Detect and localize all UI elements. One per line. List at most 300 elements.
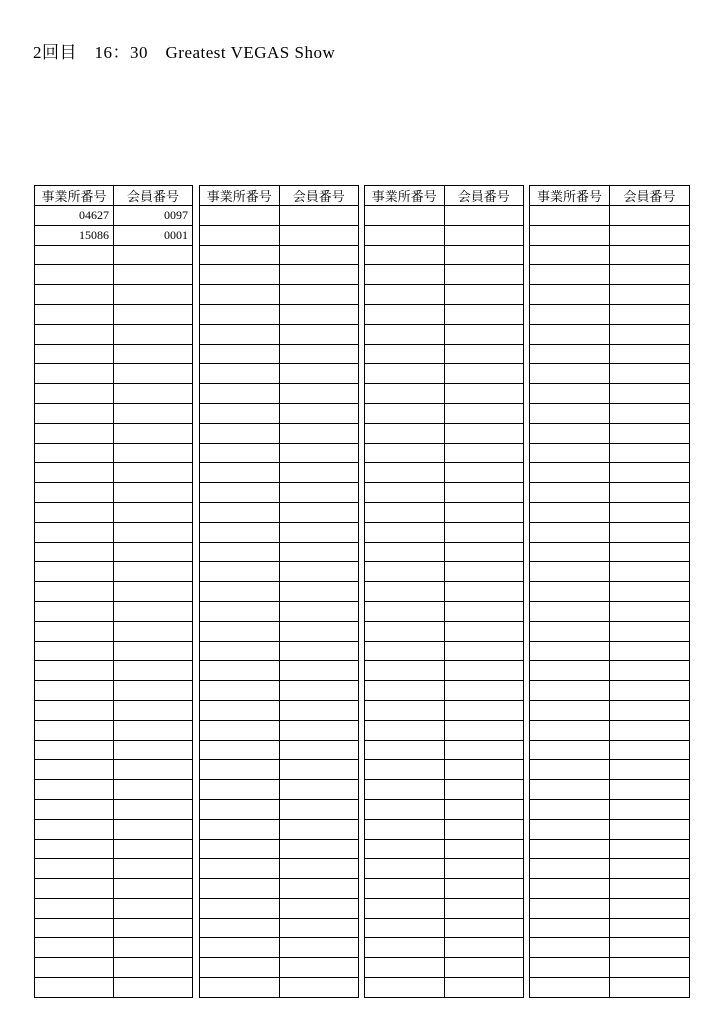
- member-number-cell: [444, 324, 524, 344]
- table-row: [365, 641, 524, 661]
- table-row: [35, 423, 193, 443]
- table-row: [35, 403, 193, 423]
- member-number-cell: [279, 780, 359, 800]
- office-number-cell: [365, 799, 445, 819]
- office-number-cell: 04627: [35, 206, 114, 226]
- member-number-cell: [444, 780, 524, 800]
- member-number-cell: [114, 384, 193, 404]
- table-row: [200, 562, 359, 582]
- table-row: [35, 364, 193, 384]
- table-row: [200, 978, 359, 998]
- member-number-cell: [610, 799, 690, 819]
- member-table-2: [199, 185, 359, 998]
- office-number-cell: [365, 443, 445, 463]
- office-number-cell: [200, 958, 280, 978]
- office-number-cell: [530, 839, 610, 859]
- member-number-cell: [114, 621, 193, 641]
- table-row: [35, 621, 193, 641]
- member-number-cell: [444, 463, 524, 483]
- member-number-cell: [610, 384, 690, 404]
- table-row: [530, 542, 690, 562]
- member-number-cell: [444, 819, 524, 839]
- member-number-cell: [444, 403, 524, 423]
- table-row: [530, 898, 690, 918]
- member-number-cell: [279, 898, 359, 918]
- member-number-cell: [444, 601, 524, 621]
- member-number-cell: [610, 463, 690, 483]
- table-row: [35, 206, 193, 226]
- table-row: [200, 898, 359, 918]
- office-number-cell: [35, 304, 114, 324]
- office-number-cell: [35, 958, 114, 978]
- member-number-cell: [610, 403, 690, 423]
- table-row: [35, 443, 193, 463]
- office-number-cell: [365, 641, 445, 661]
- member-number-cell: [444, 542, 524, 562]
- office-number-cell: [530, 601, 610, 621]
- table-row: [530, 938, 690, 958]
- office-number-cell: [200, 245, 280, 265]
- office-number-cell: [365, 700, 445, 720]
- table-row: [365, 364, 524, 384]
- office-number-cell: [530, 879, 610, 899]
- member-number-cell: [444, 799, 524, 819]
- table-row: [35, 958, 193, 978]
- office-number-cell: [530, 483, 610, 503]
- table-row: [365, 225, 524, 245]
- table-row: [530, 403, 690, 423]
- table-row: [200, 700, 359, 720]
- table-row: [200, 780, 359, 800]
- table-row: [530, 879, 690, 899]
- table-row: [365, 958, 524, 978]
- member-number-cell: [444, 661, 524, 681]
- table-row: [200, 740, 359, 760]
- table-row: [365, 384, 524, 404]
- office-number-cell: [530, 423, 610, 443]
- table-row: [365, 582, 524, 602]
- office-number-cell: [365, 463, 445, 483]
- member-number-cell: [114, 423, 193, 443]
- member-number-cell: [610, 918, 690, 938]
- table-row: [35, 681, 193, 701]
- office-number-cell: [365, 324, 445, 344]
- office-number-cell: [530, 780, 610, 800]
- member-number-cell: [279, 522, 359, 542]
- table-row: [35, 384, 193, 404]
- header-member-number: 会員番号: [114, 186, 193, 206]
- office-number-cell: [35, 839, 114, 859]
- header-office-number: 事業所番号: [200, 186, 280, 206]
- table-row: [200, 443, 359, 463]
- member-number-cell: [114, 463, 193, 483]
- table-row: [200, 483, 359, 503]
- member-number-cell: [114, 839, 193, 859]
- office-number-cell: [200, 819, 280, 839]
- member-number-cell: [114, 740, 193, 760]
- member-number-cell: [279, 760, 359, 780]
- office-number-cell: [530, 720, 610, 740]
- office-number-cell: [200, 364, 280, 384]
- member-number-cell: [610, 304, 690, 324]
- member-number-cell: [279, 483, 359, 503]
- member-number-cell: [114, 700, 193, 720]
- office-number-cell: [530, 562, 610, 582]
- office-number-cell: [200, 443, 280, 463]
- table-row: [365, 661, 524, 681]
- table-row: [530, 384, 690, 404]
- table-row: [530, 740, 690, 760]
- member-number-cell: [444, 562, 524, 582]
- member-number-cell: [279, 978, 359, 998]
- table-row: [530, 661, 690, 681]
- member-number-cell: [114, 918, 193, 938]
- office-number-cell: [530, 384, 610, 404]
- table-row: [365, 938, 524, 958]
- table-row: [365, 700, 524, 720]
- member-number-cell: [114, 720, 193, 740]
- office-number-cell: [35, 938, 114, 958]
- member-number-cell: [279, 265, 359, 285]
- office-number-cell: [200, 463, 280, 483]
- office-number-cell: [35, 403, 114, 423]
- table-row: [200, 344, 359, 364]
- table-row: [35, 780, 193, 800]
- office-number-cell: [530, 403, 610, 423]
- member-number-cell: [114, 324, 193, 344]
- office-number-cell: [35, 562, 114, 582]
- table-row: [530, 681, 690, 701]
- office-number-cell: [530, 304, 610, 324]
- member-number-cell: [610, 780, 690, 800]
- member-number-cell: [279, 601, 359, 621]
- office-number-cell: [530, 760, 610, 780]
- office-number-cell: [365, 285, 445, 305]
- table-row: [200, 245, 359, 265]
- member-number-cell: [114, 443, 193, 463]
- member-number-cell: [279, 720, 359, 740]
- office-number-cell: [530, 443, 610, 463]
- office-number-cell: [200, 423, 280, 443]
- office-number-cell: [35, 661, 114, 681]
- office-number-cell: [530, 918, 610, 938]
- member-number-cell: [279, 463, 359, 483]
- office-number-cell: [35, 483, 114, 503]
- member-number-cell: [610, 740, 690, 760]
- office-number-cell: [200, 799, 280, 819]
- office-number-cell: [365, 740, 445, 760]
- table-row: [530, 978, 690, 998]
- office-number-cell: [200, 324, 280, 344]
- table-row: [365, 760, 524, 780]
- office-number-cell: [200, 502, 280, 522]
- table-row: [35, 819, 193, 839]
- member-number-cell: [279, 304, 359, 324]
- office-number-cell: [35, 542, 114, 562]
- table-row: [530, 720, 690, 740]
- office-number-cell: [365, 364, 445, 384]
- table-row: [200, 522, 359, 542]
- table-row: [35, 463, 193, 483]
- table-row: [530, 700, 690, 720]
- office-number-cell: [200, 720, 280, 740]
- office-number-cell: [530, 978, 610, 998]
- office-number-cell: [530, 582, 610, 602]
- member-number-cell: [114, 938, 193, 958]
- table-row: [365, 681, 524, 701]
- member-number-cell: [279, 443, 359, 463]
- table-row: [365, 304, 524, 324]
- office-number-cell: [35, 799, 114, 819]
- table-row: [200, 760, 359, 780]
- member-number-cell: [279, 344, 359, 364]
- office-number-cell: [530, 859, 610, 879]
- member-number-cell: [114, 304, 193, 324]
- member-number-cell: [114, 978, 193, 998]
- table-row: [200, 661, 359, 681]
- member-number-cell: [610, 265, 690, 285]
- office-number-cell: [200, 700, 280, 720]
- table-row: [200, 938, 359, 958]
- office-number-cell: [200, 859, 280, 879]
- member-number-cell: [114, 245, 193, 265]
- office-number-cell: [530, 661, 610, 681]
- member-number-cell: [610, 502, 690, 522]
- table-row: [530, 582, 690, 602]
- table-row: [365, 859, 524, 879]
- member-number-cell: [444, 443, 524, 463]
- table-row: [200, 958, 359, 978]
- office-number-cell: [365, 423, 445, 443]
- member-number-cell: [444, 582, 524, 602]
- office-number-cell: [200, 304, 280, 324]
- member-number-cell: [610, 423, 690, 443]
- table-row: [35, 978, 193, 998]
- office-number-cell: [200, 601, 280, 621]
- office-number-cell: [530, 265, 610, 285]
- table-row: [35, 582, 193, 602]
- table-row: [530, 760, 690, 780]
- table-row: [200, 364, 359, 384]
- office-number-cell: [200, 780, 280, 800]
- member-number-cell: [444, 938, 524, 958]
- table-row: [200, 423, 359, 443]
- office-number-cell: [35, 324, 114, 344]
- office-number-cell: [200, 740, 280, 760]
- table-row: [365, 819, 524, 839]
- office-number-cell: [35, 740, 114, 760]
- office-number-cell: [365, 819, 445, 839]
- table-row: [365, 522, 524, 542]
- office-number-cell: [530, 740, 610, 760]
- office-number-cell: [35, 502, 114, 522]
- member-number-cell: [114, 582, 193, 602]
- member-number-cell: [114, 542, 193, 562]
- member-number-cell: [610, 483, 690, 503]
- office-number-cell: [35, 621, 114, 641]
- table-row: [530, 641, 690, 661]
- office-number-cell: [365, 601, 445, 621]
- table-row: [365, 344, 524, 364]
- office-number-cell: [200, 839, 280, 859]
- office-number-cell: [365, 978, 445, 998]
- office-number-cell: [530, 799, 610, 819]
- office-number-cell: [200, 483, 280, 503]
- table-row: [530, 502, 690, 522]
- table-row: [530, 463, 690, 483]
- table-row: [530, 225, 690, 245]
- office-number-cell: [35, 819, 114, 839]
- table-row: [365, 720, 524, 740]
- member-number-cell: [610, 245, 690, 265]
- table-row: [200, 819, 359, 839]
- member-number-cell: [444, 265, 524, 285]
- table-row: [200, 285, 359, 305]
- table-row: [365, 978, 524, 998]
- member-number-cell: [610, 285, 690, 305]
- table-row: [200, 720, 359, 740]
- member-number-cell: [279, 364, 359, 384]
- table-row: [530, 799, 690, 819]
- office-number-cell: [365, 918, 445, 938]
- table-row: [365, 502, 524, 522]
- member-number-cell: [279, 681, 359, 701]
- member-number-cell: [114, 780, 193, 800]
- member-number-cell: [610, 225, 690, 245]
- office-number-cell: [35, 700, 114, 720]
- office-number-cell: [365, 681, 445, 701]
- member-number-cell: [610, 582, 690, 602]
- office-number-cell: [35, 245, 114, 265]
- table-row: [365, 918, 524, 938]
- office-number-cell: [365, 879, 445, 899]
- office-number-cell: [530, 700, 610, 720]
- office-number-cell: [35, 760, 114, 780]
- table-row: [530, 562, 690, 582]
- member-number-cell: [279, 502, 359, 522]
- office-number-cell: [35, 443, 114, 463]
- member-number-cell: [279, 582, 359, 602]
- member-number-cell: [279, 918, 359, 938]
- member-number-cell: [279, 403, 359, 423]
- member-number-cell: [444, 879, 524, 899]
- table-row: [530, 344, 690, 364]
- office-number-cell: [530, 681, 610, 701]
- office-number-cell: [530, 819, 610, 839]
- member-number-cell: [610, 344, 690, 364]
- table-row: [530, 206, 690, 226]
- table-row: [35, 324, 193, 344]
- table-row: [200, 384, 359, 404]
- office-number-cell: [530, 502, 610, 522]
- member-number-cell: [610, 938, 690, 958]
- member-number-cell: [279, 879, 359, 899]
- member-number-cell: [444, 522, 524, 542]
- table-row: [35, 859, 193, 879]
- office-number-cell: [200, 225, 280, 245]
- table-row: [365, 483, 524, 503]
- table-row: [530, 423, 690, 443]
- office-number-cell: [365, 384, 445, 404]
- member-number-cell: [114, 483, 193, 503]
- table-row: [35, 839, 193, 859]
- member-number-cell: [114, 898, 193, 918]
- office-number-cell: [530, 324, 610, 344]
- table-row: [35, 522, 193, 542]
- office-number-cell: [35, 522, 114, 542]
- member-number-cell: [114, 601, 193, 621]
- office-number-cell: [530, 898, 610, 918]
- table-row: [35, 760, 193, 780]
- office-number-cell: [530, 344, 610, 364]
- office-number-cell: [35, 265, 114, 285]
- member-number-cell: [610, 206, 690, 226]
- table-row: [365, 780, 524, 800]
- member-number-cell: [610, 621, 690, 641]
- member-number-cell: [610, 958, 690, 978]
- table-row: [365, 799, 524, 819]
- table-row: [35, 879, 193, 899]
- office-number-cell: [35, 463, 114, 483]
- office-number-cell: [530, 522, 610, 542]
- member-number-cell: [279, 285, 359, 305]
- member-number-cell: [444, 740, 524, 760]
- table-row: [35, 285, 193, 305]
- member-number-cell: [279, 700, 359, 720]
- office-number-cell: [365, 621, 445, 641]
- table-row: [35, 265, 193, 285]
- header-member-number: 会員番号: [444, 186, 524, 206]
- table-row: [200, 601, 359, 621]
- table-row: [200, 463, 359, 483]
- member-number-cell: [279, 938, 359, 958]
- table-row: [530, 285, 690, 305]
- member-number-cell: [444, 859, 524, 879]
- table-row: [365, 265, 524, 285]
- member-number-cell: [279, 562, 359, 582]
- table-row: [200, 839, 359, 859]
- member-number-cell: [610, 681, 690, 701]
- office-number-cell: [200, 621, 280, 641]
- office-number-cell: [35, 582, 114, 602]
- table-row: [530, 918, 690, 938]
- member-number-cell: [114, 681, 193, 701]
- table-row: [365, 898, 524, 918]
- table-row: [365, 423, 524, 443]
- office-number-cell: [200, 681, 280, 701]
- office-number-cell: [35, 978, 114, 998]
- header-office-number: 事業所番号: [35, 186, 114, 206]
- table-row: [35, 799, 193, 819]
- member-number-cell: [610, 601, 690, 621]
- office-number-cell: [200, 285, 280, 305]
- table-row: [35, 502, 193, 522]
- member-number-cell: [444, 206, 524, 226]
- table-row: [35, 661, 193, 681]
- member-number-cell: [114, 403, 193, 423]
- table-row: [530, 780, 690, 800]
- office-number-cell: [365, 206, 445, 226]
- page-title: 2回目 16：30 Greatest VEGAS Show: [33, 43, 336, 62]
- office-number-cell: [365, 304, 445, 324]
- member-number-cell: [610, 562, 690, 582]
- member-number-cell: [610, 898, 690, 918]
- member-number-cell: [279, 384, 359, 404]
- office-number-cell: [530, 938, 610, 958]
- office-number-cell: [365, 938, 445, 958]
- office-number-cell: [530, 621, 610, 641]
- member-number-cell: [444, 700, 524, 720]
